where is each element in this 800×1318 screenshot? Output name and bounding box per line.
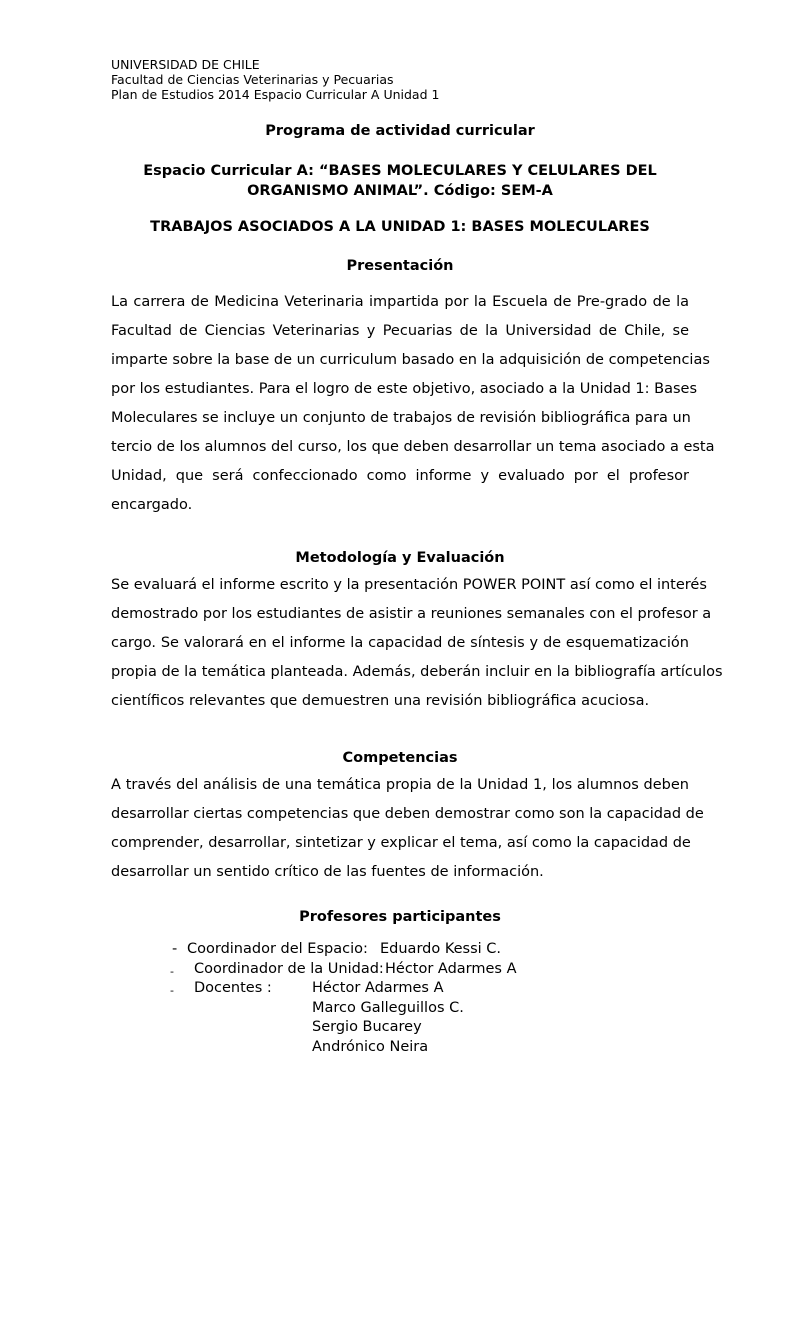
paragraph-line: Se evaluará el informe escrito y la presentación POWER POINT así como el interés [111, 577, 707, 593]
paragraph-line: Moleculares se incluye un conjunto de trabajos de revisión bibliográfica para un [111, 410, 691, 426]
competencias-paragraph [111, 771, 704, 887]
presentacion-paragraph [111, 288, 715, 520]
paragraph-line: comprender, desarrollar, sintetizar y explicar el tema, así como la capacidad de [111, 835, 691, 851]
paragraph-line: Unidad, que será confeccionado como informe y evaluado por el profesor [111, 468, 689, 484]
paragraph-line: A través del análisis de una temática propia de la Unidad 1, los alumnos deben [111, 777, 689, 793]
paragraph-line: desarrollar un sentido crítico de las fuentes de información. [111, 864, 544, 880]
coordinador-espacio-value: Eduardo Kessi C. [380, 941, 502, 957]
list-dash: - [170, 984, 174, 997]
profesores-heading: Profesores participantes [299, 909, 501, 925]
trabajos-title: TRABAJOS ASOCIADOS A LA UNIDAD 1: BASES MOLECULARES [150, 219, 650, 235]
coordinador-espacio-label: Coordinador del Espacio: [187, 941, 368, 957]
presentacion-heading: Presentación [346, 258, 454, 274]
coordinador-unidad-label: Coordinador de la Unidad: [194, 960, 384, 977]
header-faculty: Facultad de Ciencias Veterinarias y Pecuarias [111, 72, 394, 87]
header-university: UNIVERSIDAD DE CHILE [111, 57, 260, 72]
docente-name: Marco Galleguillos C. [312, 999, 464, 1016]
header-plan: Plan de Estudios 2014 Espacio Curricular A Unidad 1 [111, 87, 440, 102]
paragraph-line: por los estudiantes. Para el logro de este objetivo, asociado a la Unidad 1: Bases [111, 381, 698, 397]
docentes-label: Docentes : [194, 980, 272, 996]
paragraph-line: imparte sobre la base de un curriculum basado en la adquisición de competencias [111, 352, 710, 368]
paragraph-line: La carrera de Medicina Veterinaria impartida por la Escuela de Pre-grado de la [111, 294, 689, 310]
docente-name: Sergio Bucarey [312, 1019, 422, 1035]
list-dash: - [170, 964, 174, 978]
paragraph-line: propia de la temática planteada. Además, deberán incluir en la bibliografía artículos [111, 664, 723, 680]
competencias-heading: Competencias [342, 750, 458, 766]
docente-name: Héctor Adarmes A [312, 980, 444, 996]
espacio-title-line2: ORGANISMO ANIMAL”. Código: SEM-A [247, 183, 553, 199]
coordinador-unidad-value: Héctor Adarmes A [385, 960, 517, 977]
metodologia-heading: Metodología y Evaluación [295, 550, 505, 566]
paragraph-line: encargado. [111, 497, 193, 513]
paragraph-line: desarrollar ciertas competencias que deben demostrar como son la capacidad de [111, 806, 704, 822]
list-dash: - [172, 941, 178, 957]
paragraph-line: demostrado por los estudiantes de asistir a reuniones semanales con el profesor a [111, 606, 712, 622]
docente-name: Andrónico Neira [312, 1038, 429, 1055]
program-title: Programa de actividad curricular [265, 123, 535, 139]
paragraph-line: tercio de los alumnos del curso, los que deben desarrollar un tema asociado a esta [111, 439, 715, 455]
metodologia-paragraph [111, 571, 723, 716]
paragraph-line: científicos relevantes que demuestren una revisión bibliográfica acuciosa. [111, 693, 650, 709]
document-header [111, 57, 439, 102]
espacio-title-line1: Espacio Curricular A: “BASES MOLECULARES Y CELULARES DEL [143, 163, 657, 179]
paragraph-line: cargo. Se valorará en el informe la capacidad de síntesis y de esquematización [111, 635, 689, 651]
paragraph-line: Facultad de Ciencias Veterinarias y Pecuarias de la Universidad de Chile, se [111, 323, 689, 339]
